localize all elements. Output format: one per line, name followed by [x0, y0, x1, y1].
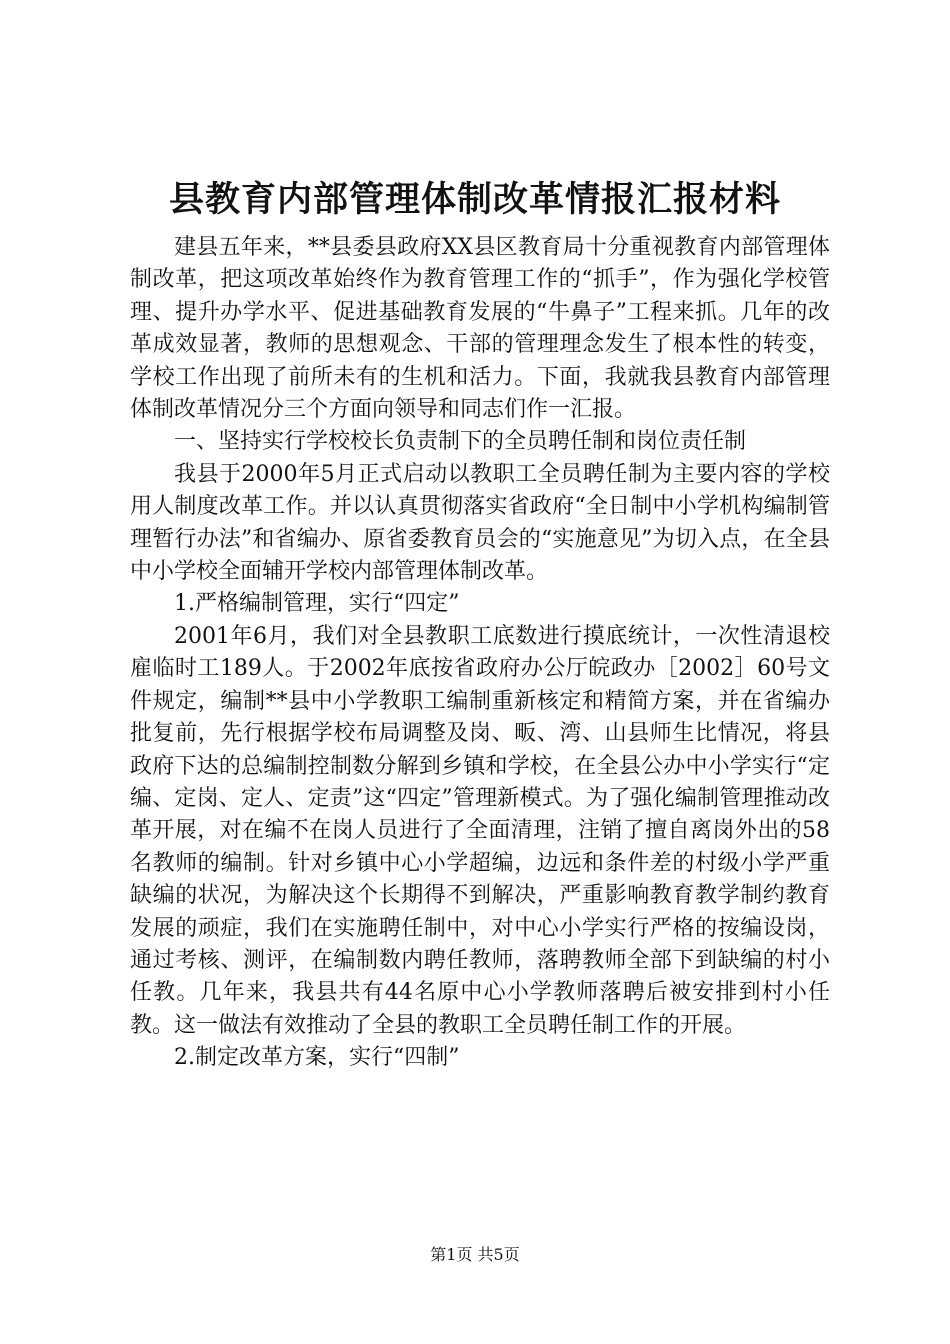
subheading-1: 1.严格编制管理，实行“四定” [174, 591, 460, 617]
page-footer: 第1页 共5页 [430, 1245, 520, 1264]
section-heading-1: 一、坚持实行学校校长负责制下的全员聘任制和岗位责任制 [174, 429, 747, 455]
paragraph-intro: 建县五年来，**县委县政府XX县区教育局十分重视教育内部管理体制改革，把这项改革始终作为教育管理工作的“抓手”，作为强化学校管理、提升办学水平、促进基础教育发展的“牛鼻子”工程来抓。几年的改革成效显著，教师的思想观念、干部的管理理念发生了根本性的转变，学校工作出现了前所未有的生机和活力。下面，我就我县教育内部管理体制改革情况分三个方面向领导和同志们作一汇报。 [130, 235, 830, 423]
document-title: 县教育内部管理体制改革情报汇报材料 [168, 179, 781, 220]
paragraph-subsection-1: 2001年6月，我们对全县教职工底数进行摸底统计，一次性清退校雇临时工189人。于2002年底按省政府办公厅皖政办［2002］60号文件规定，编制**县中小学教职工编制重新核定和精简方案，并在省编办批复前，先行根据学校布局调整及岗、畈、湾、山县师生比情况，将县政府下达的总编制控制数分解到乡镇和学校，在全县公办中小学实行“定编、定岗、定人、定责”这“四定”管理新模式。为了强化编制管理推动改革开展，对在编不在岗人员进行了全面清理，注销了擅自离岗外出的58名教师的编制。针对乡镇中心小学超编，边远和条件差的村级小学严重缺编的状况，为解决这个长期得不到解决，严重影响教育教学制约教育发展的顽症，我们在实施聘任制中，对中心小学实行严格的按编设岗，通过考核、测评，在编制数内聘任教师，落聘教师全部下到缺编的村小任教。几年来，我县共有44名原中心小学教师落聘后被安排到村小任教。这一做法有效推动了全县的教职工全员聘任制工作的开展。 [130, 623, 830, 1038]
document-body [130, 232, 830, 1075]
subheading-2: 2.制定改革方案，实行“四制” [174, 1045, 460, 1071]
paragraph-section-1: 我县于2000年5月正式启动以教职工全员聘任制为主要内容的学校用人制度改革工作。并以认真贯彻落实省政府“全日制中小学机构编制管理暂行办法”和省编办、原省委教育员会的“实施意见”为切入点，在全县中小学校全面辅开学校内部管理体制改革。 [130, 461, 830, 585]
